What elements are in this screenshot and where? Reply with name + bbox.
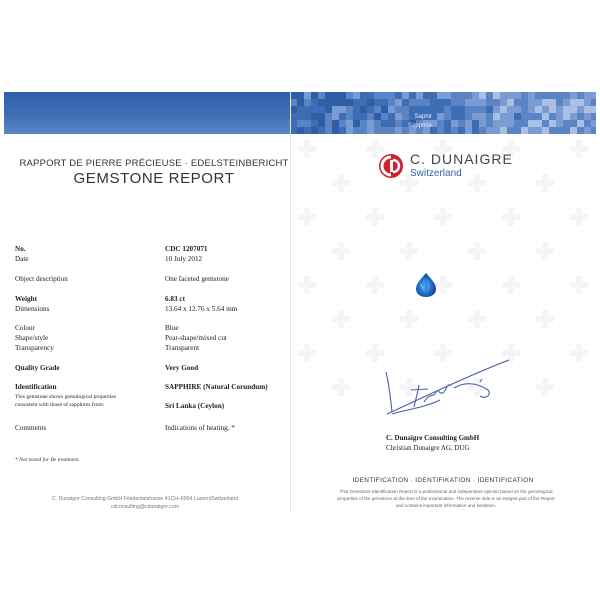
header-band-mosaic bbox=[290, 92, 596, 134]
comments-label: Comments bbox=[15, 424, 47, 432]
no-value: CDC 1207071 bbox=[165, 245, 208, 253]
transparency-value: Transparent bbox=[165, 344, 200, 352]
weight-label: Weight bbox=[15, 295, 37, 303]
identification-text-2: properties of the gemstone at the time of the examination. The reverse side is an integral part of the Report bbox=[337, 496, 555, 501]
origin-note-2: consistent with those of sapphires from: bbox=[15, 402, 105, 408]
colour-value: Blue bbox=[165, 324, 179, 332]
report-title: GEMSTONE REPORT bbox=[73, 170, 235, 187]
dimensions-label: Dimensions bbox=[15, 305, 50, 313]
quality-label: Quality Grade bbox=[15, 364, 60, 372]
report-subtitle: RAPPORT DE PIERRE PRÉCIEUSE · EDELSTEINBERICHT bbox=[19, 158, 289, 169]
comments-value: Indications of heating. * bbox=[165, 424, 235, 432]
transparency-label: Transparency bbox=[15, 344, 54, 352]
fold-line bbox=[290, 92, 291, 512]
label-saphir: Saphir bbox=[414, 114, 432, 120]
be-treatment-note: * Not tested for Be treatment. bbox=[15, 457, 80, 463]
date-label: Date bbox=[15, 255, 29, 263]
dimensions-value: 13.64 x 12.76 x 5.64 mm bbox=[165, 305, 238, 313]
identification-value: SAPPHIRE (Natural Corundum) bbox=[165, 383, 268, 391]
object-value: One faceted gemstone bbox=[165, 275, 229, 283]
header-band-left bbox=[4, 92, 290, 134]
identification-text-3: and contains important information and limitation. bbox=[395, 503, 497, 508]
weight-value: 6.83 ct bbox=[165, 295, 185, 303]
signature-graphic bbox=[384, 352, 514, 432]
identification-heading: IDENTIFICATION · IDENTIFIKATION · IDENTIFICATION bbox=[352, 477, 534, 484]
cd-logo-icon bbox=[377, 152, 405, 180]
label-sapphire: Sapphire bbox=[407, 123, 432, 129]
footer-email: cdconsulting@cdunaigre.com bbox=[110, 504, 180, 510]
footer-address: C. Dunaigre Consulting GmbH Friedentalstrasse 41CH–6004 Luzern/Switzerland bbox=[52, 496, 238, 502]
quality-value: Very Good bbox=[165, 364, 199, 372]
brand-name: C. DUNAIGRE bbox=[410, 151, 513, 167]
company-name: C. Dunaigre Consulting GmbH bbox=[386, 434, 480, 442]
no-label: No. bbox=[15, 245, 26, 253]
origin-value: Sri Lanka (Ceylon) bbox=[165, 402, 225, 410]
brand-country: Switzerland bbox=[410, 168, 462, 179]
blue-pear-gemstone-icon bbox=[414, 272, 438, 298]
identification-label: Identification bbox=[15, 383, 57, 391]
origin-note-1: This gemstone shows gemological properties bbox=[15, 394, 116, 400]
shape-label: Shape/style bbox=[15, 334, 49, 342]
date-value: 10 July 2012 bbox=[165, 255, 203, 263]
shape-value: Pear-shape/mixed cut bbox=[165, 334, 227, 342]
object-label: Object description bbox=[15, 275, 68, 283]
identification-text-1: This Gemstone Identification Report is a professional and independent opinion based on the gemological bbox=[339, 489, 553, 494]
colour-label: Colour bbox=[15, 324, 35, 332]
signatory-name: Christian Dunaigre AG, DUG bbox=[386, 444, 470, 452]
